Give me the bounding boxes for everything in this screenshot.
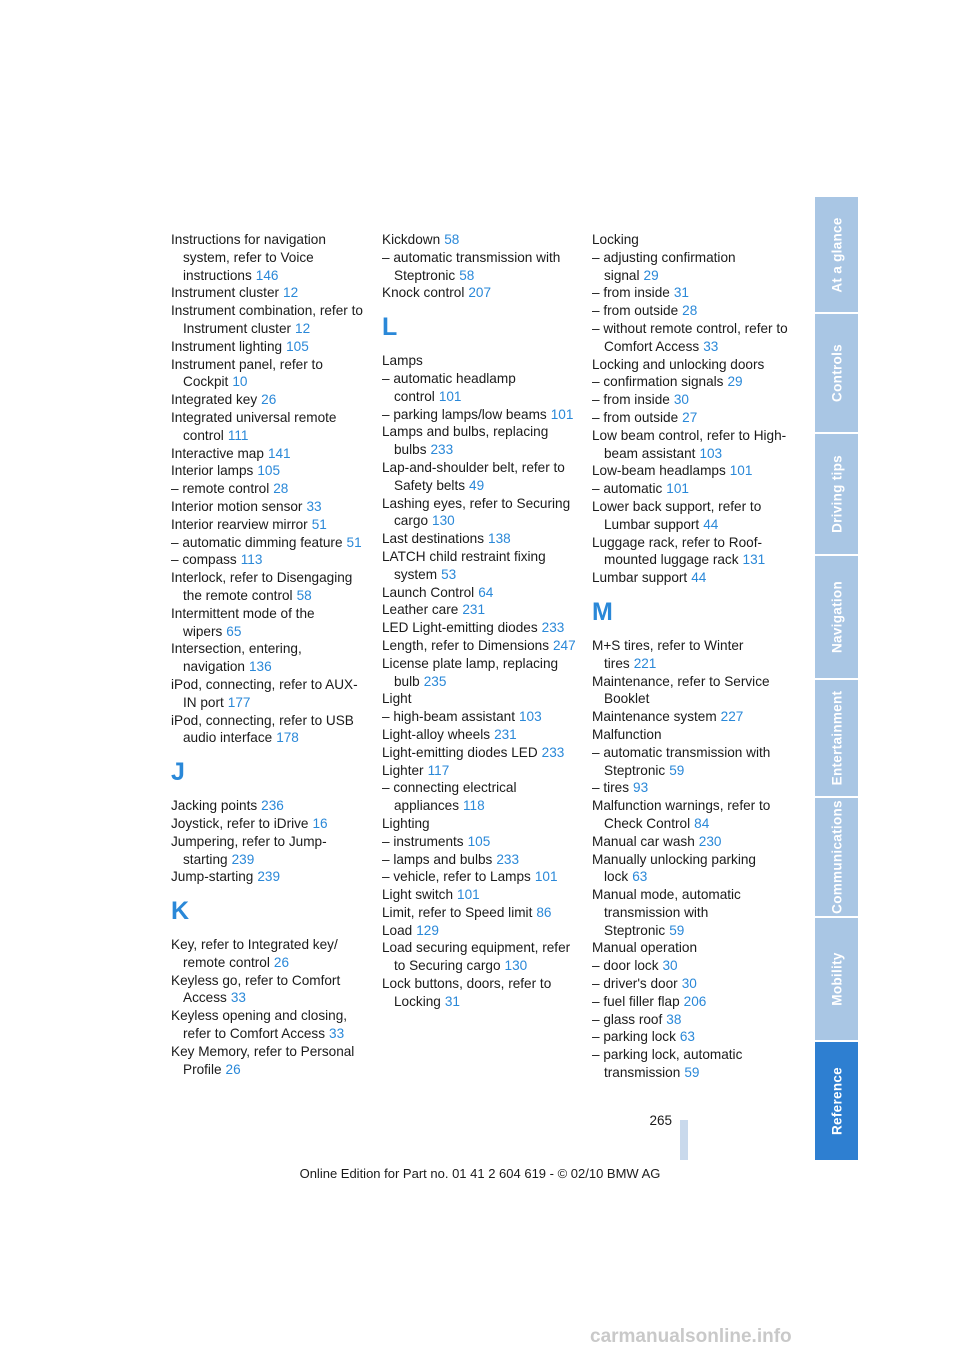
index-entry-text: Kickdown [382,232,441,247]
page-link[interactable]: 30 [662,958,678,974]
index-entry-text: Integrated key [171,392,258,408]
page-link[interactable]: 26 [225,1061,241,1077]
index-entry-text: Maintenance system [592,709,717,725]
index-entry [171,605,367,641]
index-entry-text: Interior rearview mirror [171,516,308,532]
index-entry-text: Last destinations [382,531,485,547]
page-link[interactable]: 29 [643,267,659,283]
index-entry [171,480,367,498]
index-entry-text: Keyless opening and closing, refer to Comfort Access [171,1008,348,1042]
page-link[interactable]: 207 [468,285,492,301]
page-link[interactable]: 59 [684,1065,700,1081]
index-entry-text: Interior lamps [171,463,254,479]
page-link[interactable]: 103 [699,445,723,461]
page-link[interactable]: 233 [541,620,565,636]
index-entry [382,406,578,424]
index-entry [592,708,788,726]
page-link[interactable]: 235 [423,673,447,689]
index-entry-text: – adjusting confirmation signal [592,249,736,283]
index-entry-text: – driver's door [592,976,678,992]
index-entry-text: Jumpering, refer to Jump-starting [171,833,327,867]
index-entry-text: Locking [592,232,639,247]
index-entry-text: LATCH child restraint fixing system [382,548,546,582]
index-entry-text: Light switch [382,887,454,903]
index-entry [592,1011,788,1029]
index-entry [171,569,367,605]
page-link[interactable]: 101 [457,887,480,903]
index-entry-text: – automatic transmission with Steptronic [592,744,771,778]
index-entry-text: Load securing equipment, refer to Securing cargo [382,940,571,974]
index-entry [592,1046,788,1082]
page-link[interactable]: 26 [273,954,290,970]
index-entry [171,498,367,516]
index-entry-text: Load [382,922,413,938]
page-link[interactable]: 247 [553,637,576,653]
index-entry-text: Light [382,691,412,707]
page-link[interactable]: 58 [459,267,475,283]
page-link[interactable]: 33 [703,338,719,354]
page-link[interactable]: 84 [694,815,710,831]
page-link[interactable]: 31 [444,993,460,1009]
index-entry [592,975,788,993]
index-entry [592,673,788,709]
index-entry-text: Lamps and bulbs, replacing bulbs [382,424,549,458]
index-entry-text: – high-beam assistant [382,709,515,725]
index-entry-text: – parking lock, automatic transmission [592,1047,743,1081]
page-link[interactable]: 233 [496,851,520,867]
page-link[interactable]: 131 [742,552,766,568]
index-entry [171,712,367,748]
index-entry-text: Low-beam headlamps [592,463,726,479]
index-entry [382,726,578,744]
index-entry-text: LED Light-emitting diodes [382,620,538,636]
page-link[interactable]: 58 [296,587,312,603]
index-entry [171,676,367,712]
index-entry-text: Jacking points [171,798,258,814]
index-entry [592,480,788,498]
index-entry [592,320,788,356]
page-link[interactable]: 26 [261,392,277,408]
page-link[interactable]: 53 [441,566,457,582]
index-entry [382,249,578,285]
page-link[interactable]: 30 [673,392,689,408]
index-entry [382,548,578,584]
page-link[interactable]: 105 [257,463,281,479]
index-entry [592,534,788,570]
index-entry [171,445,367,463]
page-link[interactable]: 29 [727,374,743,390]
index-entry-text: Light-emitting diodes LED [382,744,538,760]
index-entry [382,495,578,531]
index-column-3 [592,231,788,1082]
index-entry [382,779,578,815]
index-entry-text: Luggage rack, refer to Roof-mounted luggage rack [592,534,763,568]
index-entry [171,534,367,552]
index-entry [171,356,367,392]
page-link[interactable]: 51 [346,534,362,550]
index-entry-text: M+S tires, refer to Winter tires [592,637,744,671]
index-entry [171,640,367,676]
page-link[interactable]: 239 [231,851,255,867]
page-link[interactable]: 63 [632,869,648,885]
index-entry-text: Key Memory, refer to Personal Profile [171,1043,355,1077]
tab-label: Reference [829,1067,844,1135]
tab-reference[interactable] [815,1042,858,1160]
page-link[interactable]: 178 [276,730,299,746]
index-entry [171,462,367,480]
page-link[interactable]: 117 [427,762,450,778]
index-entry-text: Malfunction [592,726,662,742]
index-entry [171,551,367,569]
index-entry [592,231,788,249]
page-link[interactable]: 221 [633,655,657,671]
index-entry [382,815,578,833]
page-link[interactable]: 59 [669,922,685,938]
index-entry [382,744,578,762]
index-entry-text: Lighting [382,815,430,831]
index-entry [592,391,788,409]
index-entry-text: – from outside [592,303,679,319]
index-entry [171,815,367,833]
page-link[interactable]: 38 [666,1011,682,1027]
footer-text: Online Edition for Part no. 01 41 2 604 619 - © 02/10 BMW AG [299,1166,661,1181]
index-entry-text: Instrument panel, refer to Cockpit [171,356,323,390]
index-entry-text: Joystick, refer to iDrive [171,815,309,831]
page-link[interactable]: 93 [633,780,649,796]
index-entry [592,637,788,673]
page-link[interactable]: 64 [478,584,494,600]
index-entry [382,851,578,869]
index-entry-text: Integrated universal remote control [171,409,337,443]
index-entry-text: – parking lock [592,1029,676,1045]
page-link[interactable]: 49 [469,477,485,493]
page-link[interactable]: 111 [227,427,249,443]
page-link[interactable]: 118 [463,798,485,814]
page-link[interactable]: 177 [227,694,251,710]
index-entry-text: Manual operation [592,940,698,956]
index-entry-text: – without remote control, refer to Comfort Access [592,320,788,354]
page-link[interactable]: 227 [720,709,744,725]
tab-mobility[interactable] [815,918,858,1040]
index-entry-text: – vehicle, refer to Lamps [382,869,531,885]
index-entry-text: Key, refer to Integrated key/ remote control [171,937,338,970]
index-entry-text: Manually unlocking parking lock [592,851,756,885]
page-link[interactable]: 65 [226,623,242,639]
index-entry [382,284,578,302]
tab-controls[interactable] [815,314,858,432]
page-link[interactable]: 63 [679,1029,695,1045]
index-entry [592,797,788,833]
index-entry-text: Lashing eyes, refer to Securing cargo [382,495,571,529]
page-link[interactable]: 239 [257,869,281,885]
index-column-2 [382,231,578,1011]
index-entry-text: – tires [592,780,630,796]
page-link[interactable]: 141 [267,445,291,461]
index-entry-text: Lap-and-shoulder belt, refer to Safety belts [382,459,565,493]
section-letter: J [171,758,185,787]
index-entry-text: – fuel filler flap [592,993,680,1009]
index-entry-text: – automatic headlamp control [382,370,516,404]
index-entry [171,972,367,1008]
index-entry [592,886,788,939]
index-entry [171,868,367,886]
index-entry-text: Interactive map [171,445,264,461]
index-entry-text: – automatic transmission with Steptronic [382,249,561,283]
index-entry-text: – from outside [592,409,679,425]
index-entry [382,530,578,548]
index-entry [171,1043,367,1079]
page-link[interactable]: 130 [504,958,528,974]
index-entry-text: Maintenance, refer to Service Booklet [592,673,770,707]
index-entry-text: – from inside [592,285,670,301]
index-entry-text: Light-alloy wheels [382,726,491,742]
index-entry [382,619,578,637]
index-entry-text: iPod, connecting, refer to AUX-IN port [171,676,358,710]
index-entry [592,939,788,957]
page-link[interactable]: 59 [669,762,685,778]
index-entry [382,352,578,370]
tab-label: Communications [829,800,844,914]
index-entry [382,584,578,602]
page-link[interactable]: 28 [273,481,289,497]
page-link[interactable]: 101 [666,481,689,497]
index-entry [382,690,578,708]
index-entry [171,231,367,284]
index-entry [382,922,578,940]
page-link[interactable]: 138 [488,531,511,547]
page-number: 265 [649,1113,672,1128]
section-letter: M [592,597,613,626]
index-entry [382,904,578,922]
page-link[interactable]: 113 [240,552,263,568]
tab-label: Mobility [829,952,844,1006]
index-entry-text: Instrument lighting [171,338,283,354]
index-entry [382,833,578,851]
page-link[interactable]: 28 [682,303,698,319]
page-number-bar [680,1120,688,1160]
index-entry [171,391,367,409]
index-entry [592,957,788,975]
index-entry [171,409,367,445]
page-link[interactable]: 101 [438,388,462,404]
index-entry-text: – confirmation signals [592,374,724,390]
tab-label: At a glance [829,216,844,293]
index-entry [592,498,788,534]
index-entry [592,284,788,302]
index-entry [382,423,578,459]
watermark: carmanualsonline.info [590,1326,792,1347]
index-entry-text: – automatic [592,481,663,497]
index-entry [171,936,367,972]
index-entry-text: Keyless go, refer to Comfort Access [171,972,341,1006]
page-link[interactable]: 33 [230,990,246,1006]
page-link[interactable]: 58 [444,232,460,247]
page-link[interactable]: 101 [729,463,753,479]
page-link[interactable]: 27 [682,409,698,425]
section-letter: K [171,897,190,926]
index-entry [382,762,578,780]
index-entry [382,655,578,691]
tab-label: Driving tips [829,455,844,533]
page-link[interactable]: 233 [430,442,454,458]
page-link[interactable]: 16 [312,815,328,831]
index-entry-text: – remote control [171,481,270,497]
index-entry-text: – from inside [592,392,670,408]
page-link[interactable]: 129 [416,922,439,938]
index-entry [592,302,788,320]
page-link[interactable]: 10 [232,374,248,390]
tab-driving-tips[interactable] [815,434,858,554]
index-entry-text: – instruments [382,833,464,849]
section-letter: L [382,313,398,342]
index-entry-text: Locking and unlocking doors [592,356,765,372]
index-entry [592,427,788,463]
page-link[interactable]: 206 [683,993,707,1009]
section-tabs [815,197,858,1162]
index-entry [382,708,578,726]
index-entry-text: Launch Control [382,584,475,600]
index-entry-text: Lighter [382,762,424,778]
page-link[interactable]: 236 [261,798,284,814]
index-entry [592,356,788,374]
page-link[interactable]: 146 [255,267,279,283]
index-entry [592,409,788,427]
page-link[interactable]: 12 [283,285,299,301]
index-entry [592,993,788,1011]
page-link[interactable]: 44 [691,570,707,586]
index-entry [171,284,367,302]
index-entry-text: Malfunction warnings, refer to Check Control [592,798,771,831]
index-entry-text: Manual mode, automatic transmission with Steptronic [592,887,741,938]
index-entry-text: iPod, connecting, refer to USB audio interface [171,712,354,746]
page-link[interactable]: 103 [519,709,542,725]
index-entry-text: – connecting electrical appliances [382,780,517,814]
index-entry [382,231,578,249]
index-entry [382,939,578,975]
index-entry-text: Instructions for navigation system, refer to Voice instructions [171,232,326,283]
index-entry-text: Instrument cluster [171,285,280,301]
index-entry-text: Lumbar support [592,570,688,586]
page-link[interactable]: 86 [536,904,552,920]
index-entry-text: Length, refer to Dimensions [382,637,549,653]
index-entry-text: Interior motion sensor [171,498,303,514]
page-link[interactable]: 233 [541,744,565,760]
index-entry-text: Lamps [382,353,423,369]
index-entry [171,833,367,869]
index-entry [592,779,788,797]
index-entry [171,302,367,338]
page-link[interactable]: 136 [248,659,272,675]
index-entry [592,373,788,391]
index-entry-text: – glass roof [592,1011,663,1027]
page-link[interactable]: 44 [703,516,719,532]
index-entry-text: License plate lamp, replacing bulb [382,655,559,689]
index-entry [171,338,367,356]
page-link[interactable]: 31 [673,285,689,301]
index-entry-text: Jump-starting [171,869,254,885]
page-link[interactable]: 105 [286,338,309,354]
index-entry [382,886,578,904]
page-link[interactable]: 105 [467,833,491,849]
index-entry [171,516,367,534]
index-entry [171,797,367,815]
page-link[interactable]: 101 [534,869,558,885]
page-link[interactable]: 231 [494,726,517,742]
index-entry [382,370,578,406]
index-entry [592,833,788,851]
page-link[interactable]: 230 [698,833,722,849]
index-entry [592,1028,788,1046]
index-entry [382,975,578,1011]
index-entry [382,601,578,619]
index-entry-text: – door lock [592,958,659,974]
page-link[interactable]: 130 [432,513,455,529]
index-entry-text: Instrument combination, refer to Instrument cluster [171,303,363,336]
index-entry-text: – compass [171,552,237,568]
index-entry-text: Intersection, entering, navigation [171,641,302,675]
tab-label: Navigation [829,580,844,654]
tab-navigation[interactable] [815,556,858,678]
index-entry [382,868,578,886]
index-entry-text: – automatic dimming feature [171,534,343,550]
index-entry-text: Low beam control, refer to High-beam assistant [592,427,787,461]
index-entry [382,459,578,495]
index-entry-text: Lower back support, refer to Lumbar support [592,498,762,532]
page-link[interactable]: 33 [306,498,322,514]
page-link[interactable]: 231 [462,602,486,618]
page-link[interactable]: 101 [550,406,574,422]
index-entry [592,744,788,780]
index-entry [171,1007,367,1043]
tab-at-a-glance[interactable] [815,197,858,312]
index-entry-text: Lock buttons, doors, refer to Locking [382,976,552,1009]
tab-label: Controls [829,344,844,402]
page-link[interactable]: 30 [681,976,697,992]
index-entry [592,249,788,285]
index-entry [382,637,578,655]
index-entry [592,851,788,887]
index-entry [592,462,788,480]
page-link[interactable]: 12 [295,320,311,336]
index-entry-text: Knock control [382,285,465,301]
index-entry-text: Interlock, refer to Disengaging the remote control [171,570,353,603]
tab-communications[interactable] [815,798,858,916]
index-entry [592,726,788,744]
index-entry-text: – lamps and bulbs [382,851,493,867]
index-column-1 [171,231,367,1078]
page-link[interactable]: 33 [329,1026,345,1042]
index-entry-text: Intermittent mode of the wipers [171,605,315,639]
tab-label: Entertainment [829,690,844,786]
index-entry [592,569,788,587]
page-link[interactable]: 51 [311,516,327,532]
tab-entertainment[interactable] [815,680,858,796]
index-entry-text: Leather care [382,602,459,618]
index-entry-text: Manual car wash [592,833,695,849]
index-entry-text: Limit, refer to Speed limit [382,904,533,920]
index-entry-text: – parking lamps/low beams [382,406,547,422]
